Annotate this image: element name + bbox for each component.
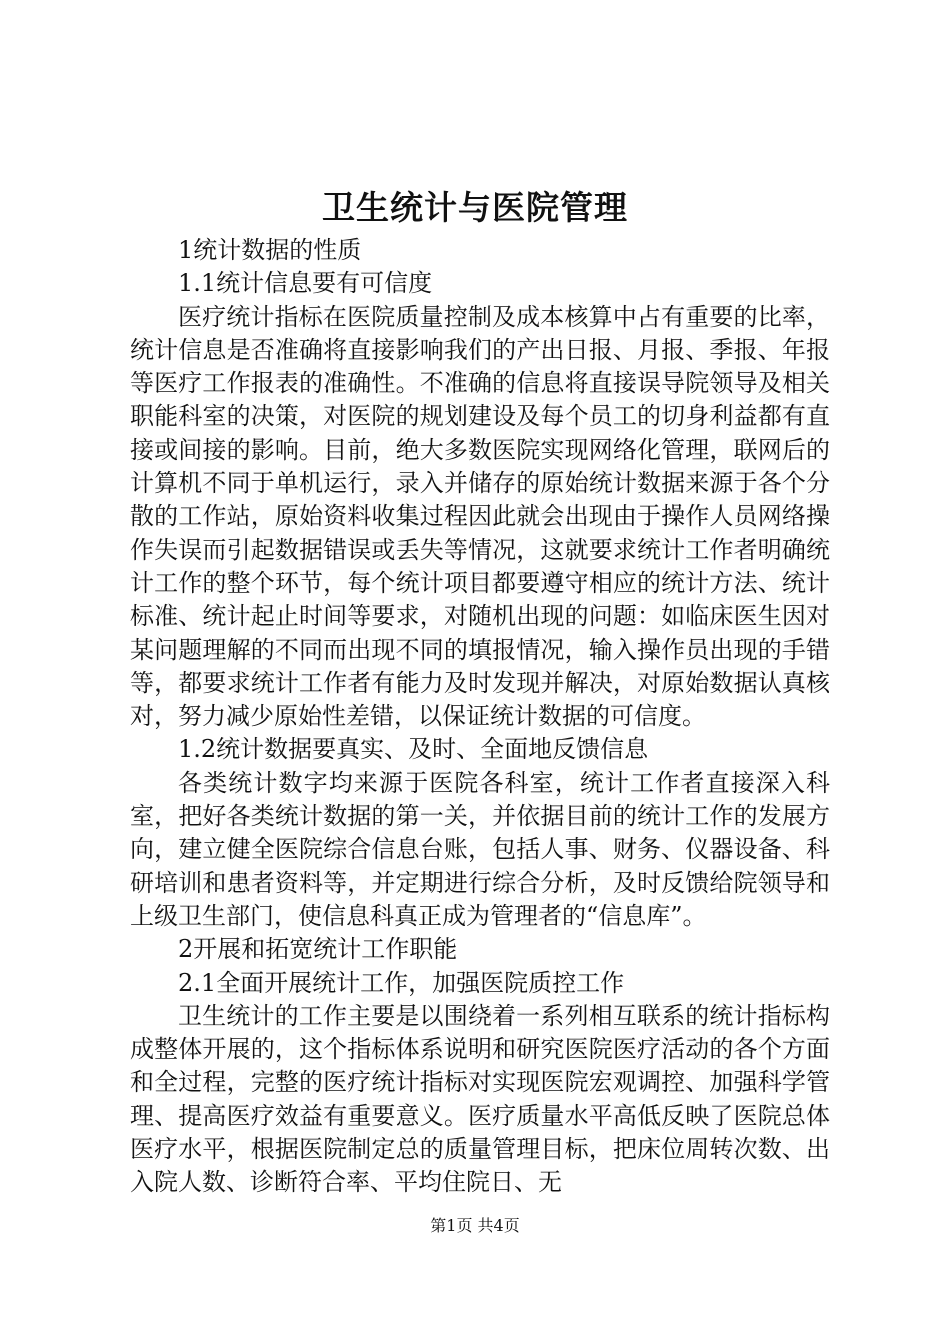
section-heading: 1统计数据的性质	[178, 236, 362, 264]
body-paragraph: 各类统计数字均来源于医院各科室，统计工作者直接深入科室，把好各类统计数据的第一关，并依据目前的统计工作的发展方向，建立健全医院综合信息台账，包括人事、财务、仪器设备、科研培训和患者资料等，并定期进行综合分析，及时反馈给院领导和上级卫生部门，使信息科真正成为管理者的“信息库”。	[130, 768, 830, 930]
subsection-heading: 2.1全面开展统计工作，加强医院质控工作	[178, 968, 625, 997]
document-title: 卫生统计与医院管理	[322, 188, 628, 227]
subsection-heading: 1.2统计数据要真实、及时、全面地反馈信息	[178, 735, 649, 764]
subsection-heading: 1.1统计信息要有可信度	[178, 269, 433, 298]
body-paragraph: 卫生统计的工作主要是以围绕着一系列相互联系的统计指标构成整体开展的，这个指标体系说明和研究医院医疗活动的各个方面和全过程，完整的医疗统计指标对实现医院宏观调控、加强科学管理、提高医疗效益有重要意义。医疗质量水平高低反映了医院总体医疗水平，根据医院制定总的质量管理目标，把床位周转次数、出入院人数、诊断符合率、平均住院日、无	[130, 1001, 830, 1197]
document-body	[130, 234, 830, 1200]
page-footer: 第1页 共4页	[430, 1216, 520, 1235]
body-paragraph: 医疗统计指标在医院质量控制及成本核算中占有重要的比率，统计信息是否准确将直接影响我们的产出日报、月报、季报、年报等医疗工作报表的准确性。不准确的信息将直接误导院领导及相关职能科室的决策，对医院的规划建设及每个员工的切身利益都有直接或间接的影响。目前，绝大多数医院实现网络化管理，联网后的计算机不同于单机运行，录入并储存的原始统计数据来源于各个分散的工作站，原始资料收集过程因此就会出现由于操作人员网络操作失误而引起数据错误或丢失等情况，这就要求统计工作者明确统计工作的整个环节，每个统计项目都要遵守相应的统计方法、统计标准、统计起止时间等要求，对随机出现的问题：如临床医生因对某问题理解的不同而出现不同的填报情况，输入操作员出现的手错等，都要求统计工作者有能力及时发现并解决，对原始数据认真核对，努力减少原始性差错，以保证统计数据的可信度。	[130, 302, 830, 731]
section-heading: 2开展和拓宽统计工作职能	[178, 935, 458, 964]
